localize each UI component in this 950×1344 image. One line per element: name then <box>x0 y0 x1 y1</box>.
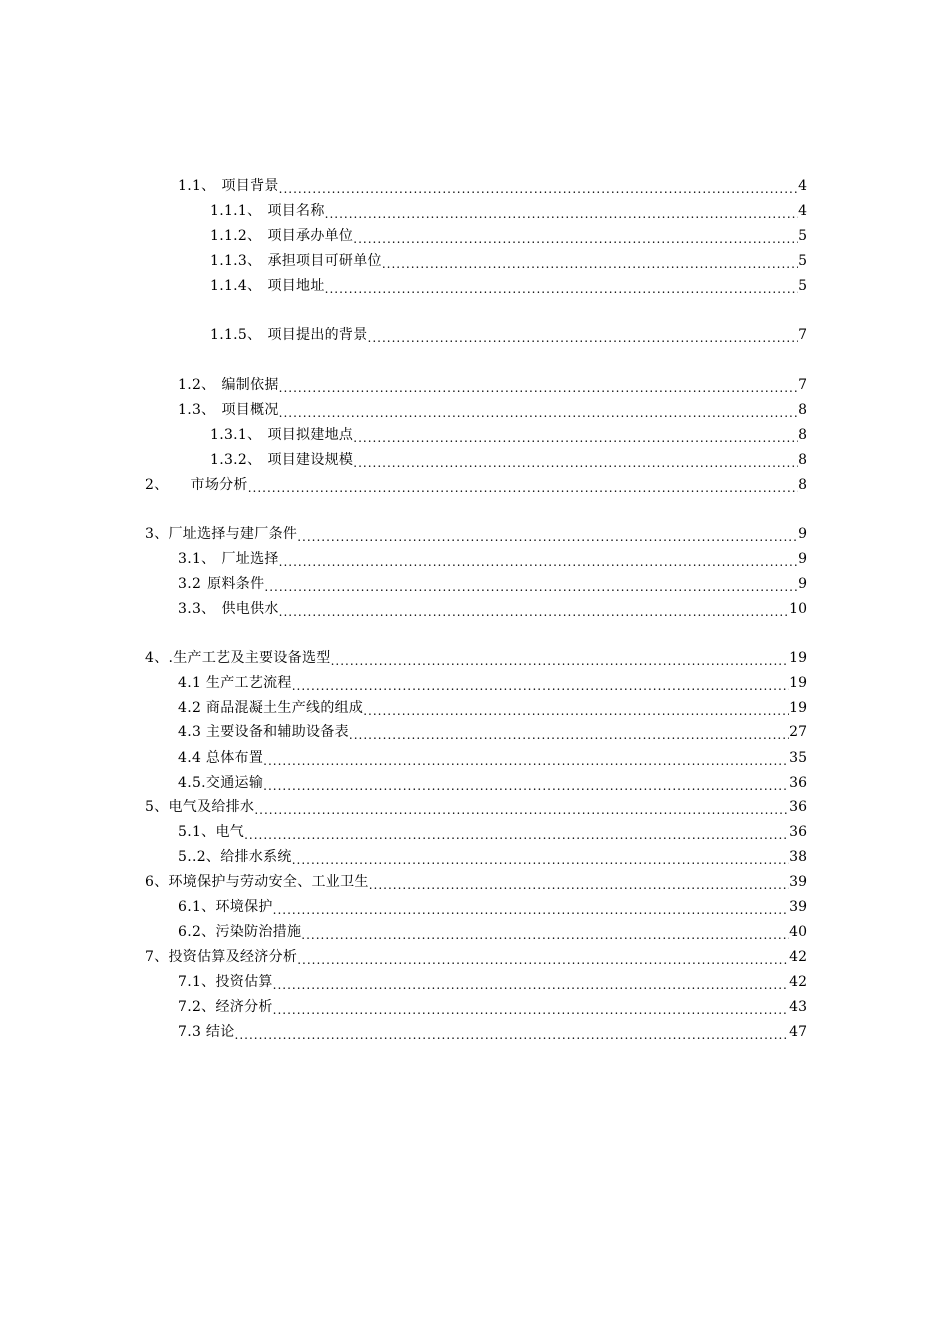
toc-entry[interactable] <box>145 796 807 818</box>
toc-entry-title: 承担项目可研单位 <box>267 253 382 269</box>
toc-entry-title: 7.1、投资估算 <box>178 974 273 990</box>
toc-entry-heading <box>178 846 292 868</box>
toc-dot-leader <box>297 523 798 545</box>
toc-entry-number: 1.3.2、 <box>210 452 262 468</box>
toc-entry-number: 3.3、 <box>178 601 216 617</box>
toc-entry-number: 1.2、 <box>178 377 216 393</box>
toc-dot-leader <box>244 821 789 843</box>
toc-entry-number: 1.1.2、 <box>210 228 262 244</box>
toc-entry-heading <box>178 996 273 1018</box>
toc-entry-page-number: 39 <box>789 899 807 915</box>
toc-dot-leader <box>273 996 790 1018</box>
toc-entry-number: 1.3、 <box>178 402 216 418</box>
toc-dot-leader <box>248 474 798 496</box>
toc-entry-heading <box>145 523 297 545</box>
toc-dot-leader <box>263 772 789 794</box>
toc-dot-leader <box>254 796 789 818</box>
toc-entry-page-number: 10 <box>789 601 807 617</box>
toc-entry[interactable] <box>145 871 807 893</box>
toc-dot-leader <box>325 275 798 297</box>
toc-entry-title: 5.1、电气 <box>178 824 245 840</box>
toc-dot-leader <box>331 647 790 669</box>
toc-entry[interactable] <box>178 548 807 570</box>
toc-entry-title: 市场分析 <box>190 477 248 493</box>
toc-dot-leader <box>279 548 798 570</box>
toc-entry-heading <box>145 474 248 496</box>
toc-entry-heading <box>210 200 325 222</box>
toc-dot-leader <box>325 200 798 222</box>
toc-entry-number: 1.1.4、 <box>210 278 262 294</box>
toc-entry[interactable] <box>210 424 807 446</box>
toc-dot-leader <box>273 971 790 993</box>
toc-entry-page-number: 8 <box>798 427 807 443</box>
toc-entry[interactable] <box>178 697 807 719</box>
toc-entry-page-number: 35 <box>789 750 807 766</box>
toc-entry[interactable] <box>178 747 807 769</box>
toc-dot-leader <box>297 946 789 968</box>
toc-dot-leader <box>292 846 789 868</box>
toc-entry-title: 5、电气及给排水 <box>145 799 255 815</box>
toc-entry-page-number: 43 <box>789 999 807 1015</box>
toc-entry-title: 项目名称 <box>267 203 325 219</box>
toc-entry-title: 项目建设规模 <box>267 452 354 468</box>
toc-entry-heading <box>178 697 363 719</box>
toc-entry[interactable] <box>210 250 807 272</box>
toc-entry-page-number: 36 <box>789 775 807 791</box>
toc-entry-number: 1.3.1、 <box>210 427 262 443</box>
toc-entry-heading <box>210 424 353 446</box>
toc-entry-title: 4.3 主要设备和辅助设备表 <box>178 724 349 740</box>
toc-entry-title: 7、投资估算及经济分析 <box>145 949 298 965</box>
toc-entry[interactable] <box>178 721 807 743</box>
toc-entry-title: 4.1 生产工艺流程 <box>178 675 292 691</box>
toc-dot-leader <box>292 672 789 694</box>
toc-entry-title: 项目提出的背景 <box>267 327 368 343</box>
toc-entry-heading <box>210 324 368 346</box>
toc-dot-leader <box>301 921 789 943</box>
toc-entry-heading <box>178 548 279 570</box>
toc-entry-heading <box>178 374 279 396</box>
toc-entry[interactable] <box>178 573 807 595</box>
toc-entry-heading <box>178 921 301 943</box>
toc-entry[interactable] <box>178 598 807 620</box>
toc-dot-leader <box>279 175 798 197</box>
toc-entry[interactable] <box>178 374 807 396</box>
toc-entry-number: 1.1.3、 <box>210 253 262 269</box>
toc-entry-page-number: 42 <box>789 949 807 965</box>
toc-entry-heading <box>178 175 279 197</box>
toc-dot-leader <box>382 250 798 272</box>
toc-entry[interactable] <box>178 996 807 1018</box>
toc-entry-number: 3.2 <box>178 576 202 592</box>
toc-entry[interactable] <box>178 896 807 918</box>
toc-entry-title: 3、厂址选择与建厂条件 <box>145 526 298 542</box>
toc-entry-title: 4.2 商品混凝土生产线的组成 <box>178 700 364 716</box>
toc-entry-heading <box>178 598 279 620</box>
toc-entry[interactable] <box>178 672 807 694</box>
toc-entry-title: 6、环境保护与劳动安全、工业卫生 <box>145 874 369 890</box>
toc-dot-leader <box>279 598 790 620</box>
toc-entry[interactable] <box>178 175 807 197</box>
toc-dot-leader <box>353 424 798 446</box>
toc-entry-title: 7.3 结论 <box>178 1024 235 1040</box>
toc-entry-title: 供电供水 <box>221 601 279 617</box>
toc-entry-title: 项目背景 <box>221 178 279 194</box>
toc-entry-heading <box>178 672 292 694</box>
toc-entry-page-number: 8 <box>798 402 807 418</box>
toc-entry-page-number: 9 <box>798 526 807 542</box>
toc-entry-title: 项目拟建地点 <box>267 427 354 443</box>
toc-entry-heading <box>145 871 369 893</box>
toc-entry-heading <box>210 449 353 471</box>
toc-dot-leader <box>279 374 798 396</box>
toc-entry-page-number: 7 <box>798 377 807 393</box>
toc-entry[interactable] <box>178 772 807 794</box>
toc-dot-leader <box>353 225 798 247</box>
toc-entry-number: 1.1.5、 <box>210 327 262 343</box>
toc-entry-title: 项目地址 <box>267 278 325 294</box>
toc-dot-leader <box>263 747 789 769</box>
toc-entry-heading <box>178 772 263 794</box>
toc-entry-title: 4、.生产工艺及主要设备选型 <box>145 650 331 666</box>
toc-dot-leader <box>353 449 798 471</box>
toc-entry-page-number: 4 <box>798 203 807 219</box>
toc-entry-heading <box>178 747 263 769</box>
toc-entry-heading <box>178 971 273 993</box>
toc-entry-page-number: 47 <box>789 1024 807 1040</box>
toc-entry[interactable] <box>178 821 807 843</box>
toc-entry-page-number: 36 <box>789 799 807 815</box>
toc-entry-page-number: 4 <box>798 178 807 194</box>
toc-entry[interactable] <box>178 846 807 868</box>
toc-entry-heading <box>178 399 279 421</box>
toc-entry-page-number: 9 <box>798 551 807 567</box>
toc-entry-page-number: 27 <box>789 724 807 740</box>
toc-entry-page-number: 5 <box>798 228 807 244</box>
toc-entry-title: 4.5.交通运输 <box>178 775 264 791</box>
toc-entry-number: 1.1.1、 <box>210 203 262 219</box>
toc-dot-leader <box>368 324 799 346</box>
toc-entry-heading <box>145 796 254 818</box>
toc-entry-title: 编制依据 <box>221 377 279 393</box>
toc-entry-heading <box>178 896 273 918</box>
toc-entry[interactable] <box>178 971 807 993</box>
toc-entry-page-number: 19 <box>789 650 807 666</box>
toc-entry-page-number: 8 <box>798 477 807 493</box>
toc-entry-title: 6.1、环境保护 <box>178 899 273 915</box>
toc-entry-page-number: 19 <box>789 675 807 691</box>
toc-entry[interactable] <box>178 399 807 421</box>
toc-dot-leader <box>369 871 789 893</box>
toc-dot-leader <box>279 399 798 421</box>
toc-entry-page-number: 5 <box>798 253 807 269</box>
toc-entry-title: 7.2、经济分析 <box>178 999 273 1015</box>
toc-entry-page-number: 38 <box>789 849 807 865</box>
toc-entry-page-number: 40 <box>789 924 807 940</box>
toc-entry-title: 原料条件 <box>207 576 265 592</box>
toc-entry[interactable] <box>210 225 807 247</box>
toc-dot-leader <box>363 697 789 719</box>
toc-entry[interactable] <box>210 449 807 471</box>
toc-entry-page-number: 7 <box>798 327 807 343</box>
toc-entry-heading <box>178 1021 235 1043</box>
toc-entry-number: 3.1、 <box>178 551 216 567</box>
toc-entry[interactable] <box>210 200 807 222</box>
toc-entry[interactable] <box>145 647 807 669</box>
toc-dot-leader <box>349 721 789 743</box>
toc-entry[interactable] <box>210 275 807 297</box>
toc-entry-heading <box>210 250 382 272</box>
toc-entry-page-number: 19 <box>789 700 807 716</box>
toc-entry-title: 项目承办单位 <box>267 228 354 244</box>
toc-entry-page-number: 8 <box>798 452 807 468</box>
toc-entry-page-number: 36 <box>789 824 807 840</box>
toc-entry-heading <box>145 647 331 669</box>
toc-dot-leader <box>235 1021 790 1043</box>
toc-entry-title: 6.2、污染防治措施 <box>178 924 302 940</box>
toc-entry[interactable] <box>178 921 807 943</box>
toc-entry-title: 项目概况 <box>221 402 279 418</box>
toc-entry-page-number: 42 <box>789 974 807 990</box>
toc-entry[interactable] <box>145 523 807 545</box>
toc-entry-heading <box>178 721 349 743</box>
toc-entry-heading <box>145 946 297 968</box>
toc-entry[interactable] <box>210 324 807 346</box>
toc-entry[interactable] <box>178 1021 807 1043</box>
toc-entry-page-number: 5 <box>798 278 807 294</box>
toc-entry-heading <box>210 225 353 247</box>
toc-dot-leader <box>264 573 798 595</box>
toc-entry[interactable] <box>145 474 807 496</box>
toc-entry[interactable] <box>145 946 807 968</box>
toc-entry-page-number: 9 <box>798 576 807 592</box>
toc-entry-title: 厂址选择 <box>221 551 279 567</box>
toc-entry-title: 4.4 总体布置 <box>178 750 264 766</box>
toc-entry-number: 1.1、 <box>178 178 216 194</box>
toc-entry-page-number: 39 <box>789 874 807 890</box>
toc-entry-heading <box>178 821 244 843</box>
toc-entry-number: 2、 <box>145 477 169 493</box>
toc-entry-heading <box>210 275 325 297</box>
toc-entry-heading <box>178 573 264 595</box>
toc-dot-leader <box>273 896 790 918</box>
toc-entry-title: 5..2、给排水系统 <box>178 849 292 865</box>
